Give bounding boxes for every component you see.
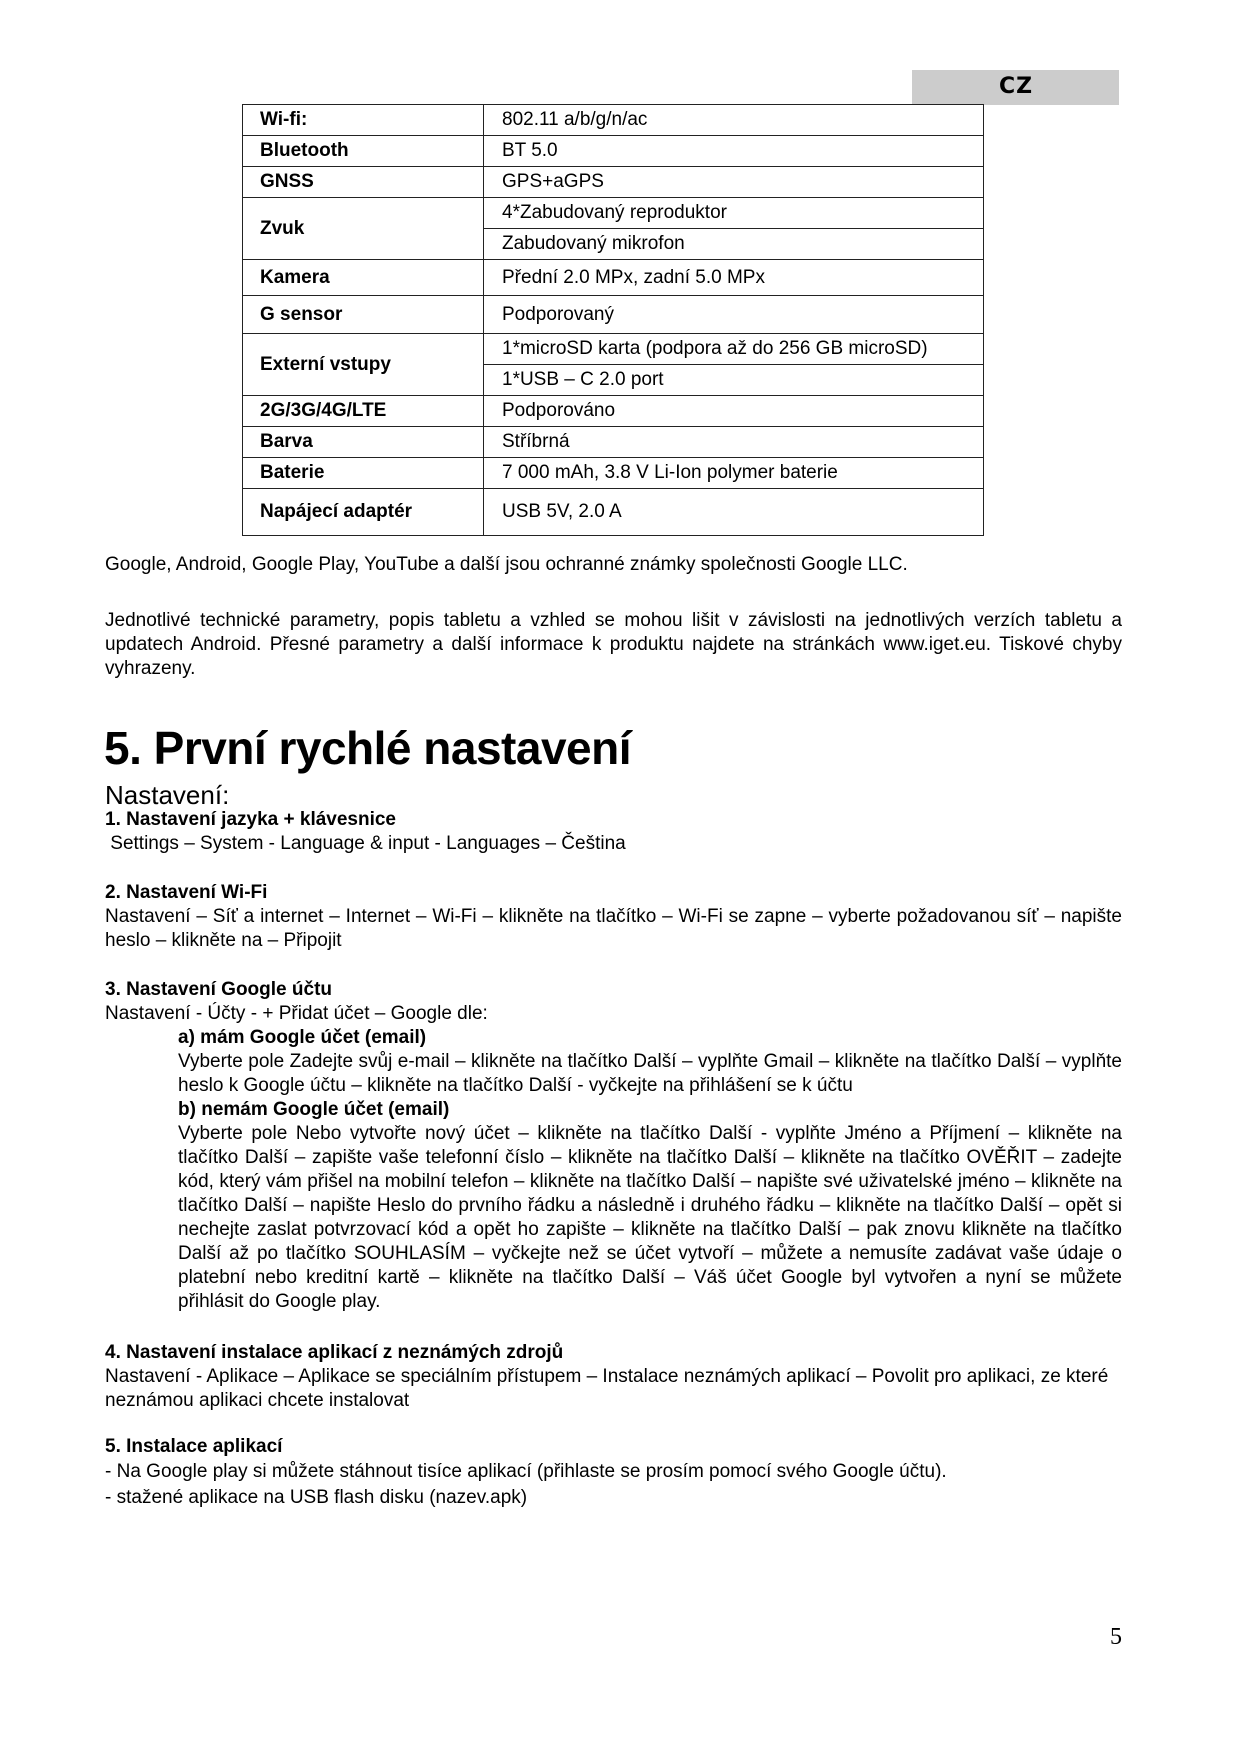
spec-row-sound	[243, 198, 984, 229]
spec-value: Zabudovaný mikrofon	[484, 229, 984, 260]
step-3	[105, 978, 1122, 1314]
spec-value: Přední 2.0 MPx, zadní 5.0 MPx	[484, 260, 984, 296]
spec-value: 4*Zabudovaný reproduktor	[484, 198, 984, 229]
spec-row-wifi	[243, 105, 984, 136]
spec-label: Externí vstupy	[243, 334, 484, 396]
spec-row-power-adapter	[243, 489, 984, 536]
step-text: Nastavení – Síť a internet – Internet – Wi-Fi – klikněte na tlačítko – Wi-Fi se zapne – vyberte požadovanou síť – napište heslo – klikněte na – Připojit	[105, 906, 1122, 951]
step-title: 3. Nastavení Google účtu	[105, 979, 332, 1000]
spec-label: Napájecí adaptér	[243, 489, 484, 536]
step-line: - stažené aplikace na USB flash disku (nazev.apk)	[105, 1487, 528, 1508]
step-text: Nastavení - Aplikace – Aplikace se speciálním přístupem – Instalace neznámých aplikací – Povolit pro aplikaci, ze které neznámou aplikaci chcete instalovat	[105, 1366, 1109, 1411]
spec-value: 7 000 mAh, 3.8 V Li-Ion polymer baterie	[484, 458, 984, 489]
spec-row-color	[243, 427, 984, 458]
section-title: 5. První rychlé nastavení	[104, 722, 631, 774]
spec-value: 802.11 a/b/g/n/ac	[484, 105, 984, 136]
spec-row-battery	[243, 458, 984, 489]
spec-label: 2G/3G/4G/LTE	[243, 396, 484, 427]
language-tab-label: CZ	[999, 74, 1034, 99]
spec-row-mobile-network	[243, 396, 984, 427]
disclaimer-paragraph: Jednotlivé technické parametry, popis tabletu a vzhled se mohou lišit v závislosti na jednotlivých verzích tabletu a updatech Android. Přesné parametry a další informace k produktu najdete na stránkách www.iget.eu. Tiskové chyby vyhrazeny.	[105, 610, 1122, 679]
spec-label: G sensor	[243, 296, 484, 334]
language-tab	[912, 70, 1119, 105]
option-text: Vyberte pole Nebo vytvořte nový účet – klikněte na tlačítko Další - vyplňte Jméno a Příjmení – klikněte na tlačítko Další – zapište vaše telefonní číslo – klikněte na tlačítko Další – klikněte na tlačítko OVĚŘIT – zadejte kód, který vám přišel na mobilní telefon – klikněte na tlačítko Další – napište své uživatelské jméno – klikněte na tlačítko Další – napište Heslo do prvního řádku a následně i druhého řádku – klikněte na tlačítko Další – opět si nechejte zaslat potvrzovací kód a opět ho zapište – klikněte na tlačítko Další – pak znovu klikněte na tlačítko Další až po tlačítko SOUHLASÍM – vyčkejte než se účet vytvoří – můžete a nemusíte zadávat vaše údaje o platební nebo kreditní kartě – klikněte na tlačítko Další – Váš účet Google byl vytvořen a nyní se můžete přihlásit do Google play.	[178, 1123, 1122, 1312]
spec-row-external-inputs	[243, 334, 984, 365]
step-2	[105, 881, 1122, 953]
step-1	[105, 808, 1122, 856]
option-text: Vyberte pole Zadejte svůj e-mail – klikněte na tlačítko Další – vyplňte Gmail – klikněte na tlačítko Další – vyplňte heslo k Google účtu – klikněte na tlačítko Další - vyčkejte na přihlášení se k účtu	[178, 1051, 1122, 1096]
spec-value: GPS+aGPS	[484, 167, 984, 198]
section-subtitle: Nastavení:	[105, 780, 230, 810]
step-text: Settings – System - Language & input - Languages – Čeština	[105, 833, 626, 854]
option-title: b) nemám Google účet (email)	[178, 1099, 450, 1120]
spec-label: GNSS	[243, 167, 484, 198]
step-title: 4. Nastavení instalace aplikací z neznámých zdrojů	[105, 1342, 564, 1363]
step-3-option-a	[105, 1026, 1122, 1098]
spec-label: Baterie	[243, 458, 484, 489]
spec-label: Barva	[243, 427, 484, 458]
spec-label: Zvuk	[243, 198, 484, 260]
spec-value: Podporováno	[484, 396, 984, 427]
spec-value: BT 5.0	[484, 136, 984, 167]
spec-row-bluetooth	[243, 136, 984, 167]
spec-value: 1*microSD karta (podpora až do 256 GB microSD)	[484, 334, 984, 365]
spec-label: Wi-fi:	[243, 105, 484, 136]
step-title: 2. Nastavení Wi-Fi	[105, 882, 268, 903]
option-title: a) mám Google účet (email)	[178, 1027, 427, 1048]
step-5	[105, 1435, 1122, 1511]
spec-table	[242, 104, 984, 536]
page-number: 5	[1110, 1624, 1122, 1650]
step-line: - Na Google play si můžete stáhnout tisíce aplikací (přihlaste se prosím pomocí svého Google účtu).	[105, 1461, 947, 1482]
spec-row-camera	[243, 260, 984, 296]
step-title: 1. Nastavení jazyka + klávesnice	[105, 809, 397, 830]
spec-value: USB 5V, 2.0 A	[484, 489, 984, 536]
step-4	[105, 1341, 1167, 1413]
step-3-option-b	[105, 1098, 1122, 1314]
spec-label: Bluetooth	[243, 136, 484, 167]
spec-value: Podporovaný	[484, 296, 984, 334]
spec-row-gnss	[243, 167, 984, 198]
spec-row-gsensor	[243, 296, 984, 334]
spec-label: Kamera	[243, 260, 484, 296]
spec-value: 1*USB – C 2.0 port	[484, 365, 984, 396]
trademark-note: Google, Android, Google Play, YouTube a další jsou ochranné známky společnosti Google LLC.	[105, 554, 908, 575]
step-text: Nastavení - Účty - + Přidat účet – Google dle:	[105, 1003, 488, 1024]
step-title: 5. Instalace aplikací	[105, 1436, 283, 1457]
spec-value: Stříbrná	[484, 427, 984, 458]
